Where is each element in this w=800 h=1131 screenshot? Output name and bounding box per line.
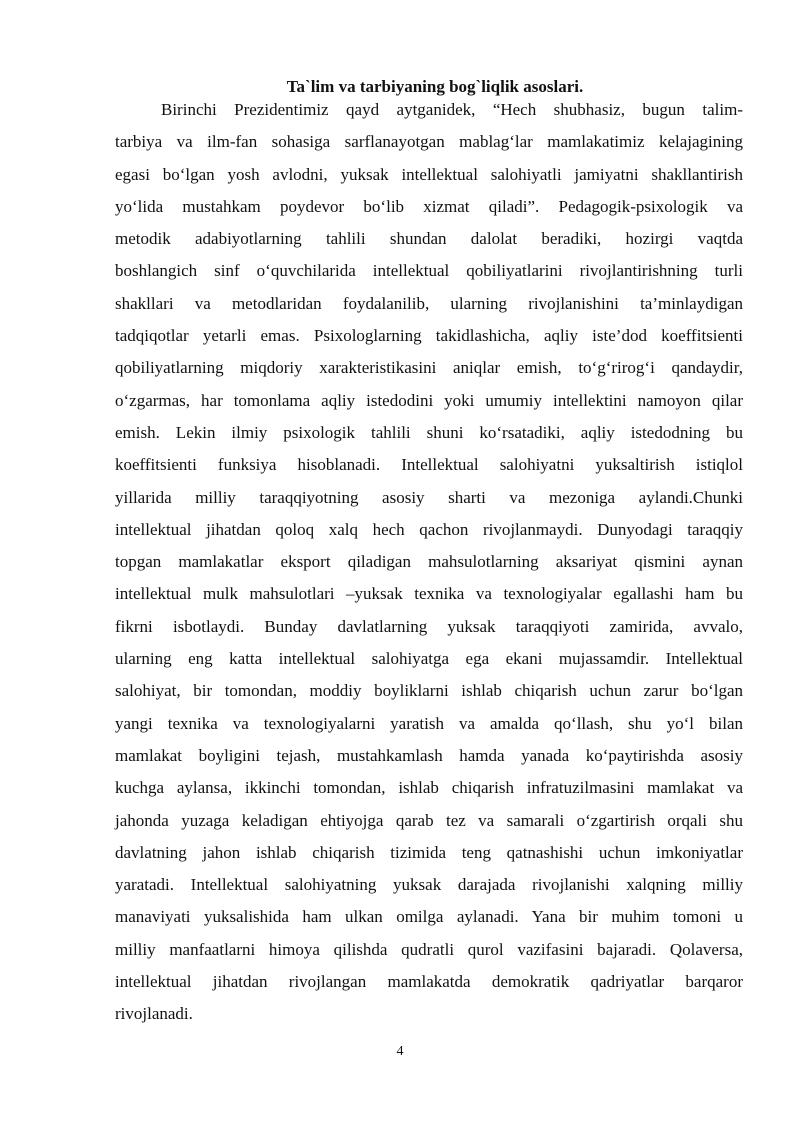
text-line: yo‘lida mustahkam poydevor bo‘lib xizmat qiladi”. Pedagogik-psixologik va [115, 196, 743, 216]
text-line: metodik adabiyotlarning tahlili shundan dalolat beradiki, hozirgi vaqtda [115, 229, 743, 249]
text-line: Birinchi Prezidentimiz qayd aytganidek, “Hech shubhasiz, bugun talim- [161, 100, 743, 119]
text-line: qobiliyatlarning miqdoriy xarakteristikasini aniqlar emish, to‘g‘rirog‘i qandaydir, [115, 358, 743, 378]
text-line: emish. Lekin ilmiy psixologik tahlili shuni ko‘rsatadiki, aqliy istedodning bu [115, 422, 743, 442]
text-line: shakllari va metodlaridan foydalanilib, ularning rivojlanishini ta’minlaydigan [115, 293, 743, 313]
text-line: rivojlanadi. [115, 1004, 193, 1024]
page-number: 4 [396, 1044, 404, 1059]
text-line: davlatning jahon ishlab chiqarish tizimida teng qatnashishi uchun imkoniyatlar [115, 842, 743, 862]
text-line: tadqiqotlar yetarli emas. Psixologlarning takidlashicha, aqliy iste’dod koeffitsienti [115, 326, 743, 346]
text-line: yillarida milliy taraqqiyotning asosiy sharti va mezoniga aylandi.Chunki [115, 487, 743, 507]
text-line: ularning eng katta intellektual salohiyatga ega ekani mujassamdir. Intellektual [115, 649, 743, 669]
text-line: fikrni isbotlaydi. Bunday davlatlarning yuksak taraqqiyoti zamirida, avvalo, [115, 616, 743, 636]
text-line: tarbiya va ilm-fan sohasiga sarflanayotgan mablag‘lar mamlakatimiz kelajagining [115, 132, 743, 152]
text-line: intellektual jihatdan rivojlangan mamlakatda demokratik qadriyatlar barqaror [115, 972, 743, 992]
text-line: boshlangich sinf o‘quvchilarida intellektual qobiliyatlarini rivojlantirishning turli [115, 261, 743, 281]
text-line: salohiyat, bir tomondan, moddiy boyliklarni ishlab chiqarish uchun zarur bo‘lgan [115, 681, 743, 701]
text-line: o‘zgarmas, har tomonlama aqliy istedodini yoki umumiy intellektini namoyon qilar [115, 390, 743, 410]
text-line: intellektual mulk mahsulotlari –yuksak texnika va texnologiyalar egallashi ham bu [115, 584, 743, 604]
text-line: yaratadi. Intellektual salohiyatning yuksak darajada rivojlanishi xalqning milliy [115, 875, 743, 895]
text-line: topgan mamlakatlar eksport qiladigan mahsulotlarning aksariyat qismini aynan [115, 552, 743, 572]
text-line: egasi bo‘lgan yosh avlodni, yuksak intellektual salohiyatli jamiyatni shakllantirish [115, 164, 743, 184]
text-line: manaviyati yuksalishida ham ulkan omilga aylanadi. Yana bir muhim tomoni u [115, 907, 743, 927]
text-line: koeffitsienti funksiya hisoblanadi. Intellektual salohiyatni yuksaltirish istiqlol [115, 455, 743, 475]
body-paragraph [115, 94, 743, 1031]
text-line: kuchga aylansa, ikkinchi tomondan, ishlab chiqarish infratuzilmasini mamlakat va [115, 778, 743, 798]
document-title: Ta`lim va tarbiyaning bog`liqlik asoslari. [286, 77, 584, 96]
text-line: milliy manfaatlarni himoya qilishda qudratli qurol vazifasini bajaradi. Qolaversa, [115, 939, 743, 959]
text-line: yangi texnika va texnologiyalarni yaratish va amalda qo‘llash, shu yo‘l bilan [115, 713, 743, 733]
text-line: jahonda yuzaga keladigan ehtiyojga qarab tez va samarali o‘zgartirish orqali shu [115, 810, 743, 830]
text-line: mamlakat boyligini tejash, mustahkamlash hamda yanada ko‘paytirishda asosiy [115, 745, 743, 765]
text-line: intellektual jihatdan qoloq xalq hech qachon rivojlanmaydi. Dunyodagi taraqqiy [115, 519, 743, 539]
